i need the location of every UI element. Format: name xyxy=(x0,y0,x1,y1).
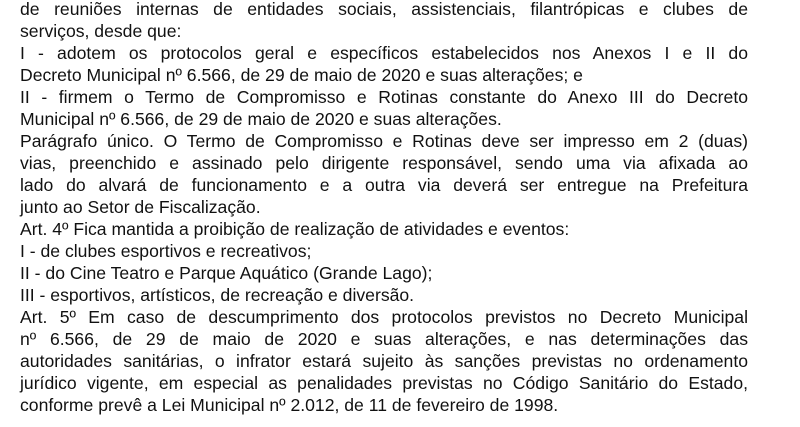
text-line-13: II - do Cine Teatro e Parque Aquático (Grande Lago); xyxy=(20,263,433,283)
text-line-14: III - esportivos, artísticos, de recreação e diversão. xyxy=(20,285,415,305)
text-line-2: serviços, desde que: xyxy=(20,21,182,41)
text-line-15: Art. 5º Em caso de descumprimento dos protocolos previstos no Decreto Municipal xyxy=(20,307,748,327)
text-line-8: vias, preenchido e assinado pelo dirigente responsável, sendo uma via afixada ao xyxy=(20,153,748,173)
text-line-10: junto ao Setor de Fiscalização. xyxy=(20,197,261,217)
text-line-7: Parágrafo único. O Termo de Compromisso e Rotinas deve ser impresso em 2 (duas) xyxy=(20,131,748,151)
text-line-19: conforme prevê a Lei Municipal nº 2.012, de 11 de fevereiro de 1998. xyxy=(20,395,559,415)
text-line-1: de reuniões internas de entidades sociais, assistenciais, filantrópicas e clubes de xyxy=(20,0,748,19)
text-line-4: Decreto Municipal nº 6.566, de 29 de maio de 2020 e suas alterações; e xyxy=(20,65,583,85)
document-page xyxy=(20,0,748,416)
text-line-9: lado do alvará de funcionamento e a outra via deverá ser entregue na Prefeitura xyxy=(20,175,748,195)
text-line-5: II - firmem o Termo de Compromisso e Rotinas constante do Anexo III do Decreto xyxy=(20,87,748,107)
text-line-11: Art. 4º Fica mantida a proibição de realização de atividades e eventos: xyxy=(20,219,570,239)
text-line-18: jurídico vigente, em especial as penalidades previstas no Código Sanitário do Estado, xyxy=(20,373,748,393)
text-line-17: autoridades sanitárias, o infrator estará sujeito às sanções previstas no ordenamento xyxy=(20,351,748,371)
text-line-3: I - adotem os protocolos geral e específicos estabelecidos nos Anexos I e II do xyxy=(20,43,748,63)
text-line-16: nº 6.566, de 29 de maio de 2020 e suas alterações, e nas determinações das xyxy=(20,329,748,349)
text-line-6: Municipal nº 6.566, de 29 de maio de 2020 e suas alterações. xyxy=(20,109,502,129)
text-line-12: I - de clubes esportivos e recreativos; xyxy=(20,241,312,261)
